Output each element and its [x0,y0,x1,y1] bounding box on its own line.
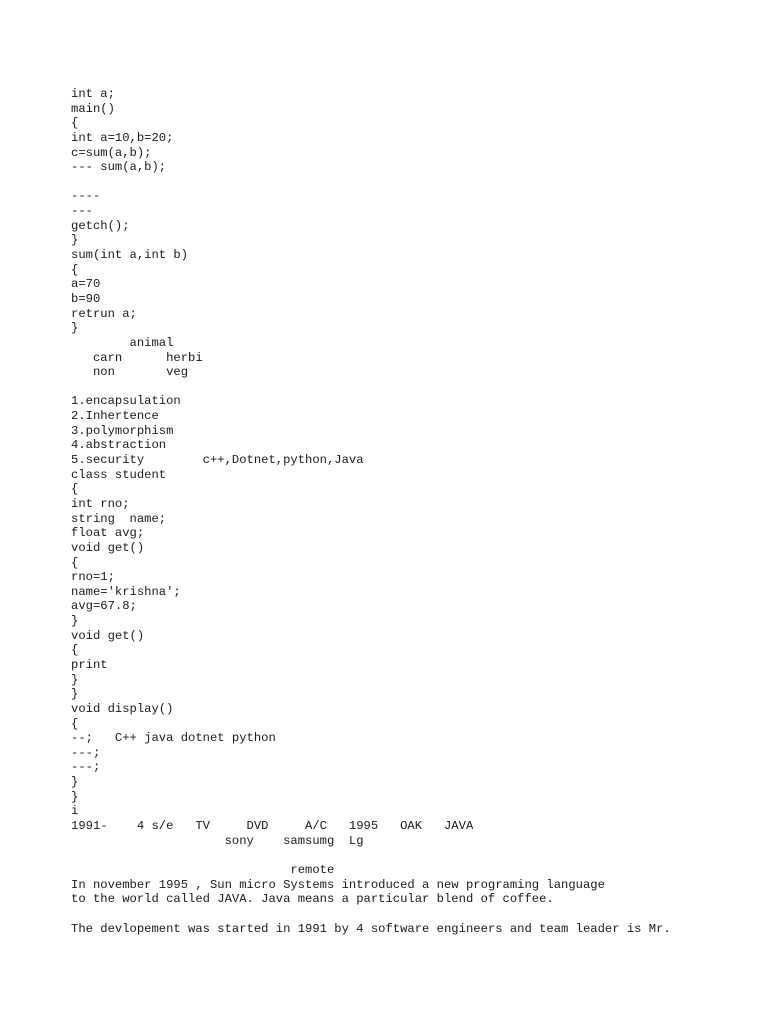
text-line: 3.polymorphism [71,423,174,438]
text-line: int a; [71,87,115,101]
text-line: void get() [71,540,145,555]
text-line: ---; [71,760,101,775]
text-line: a=70 [71,277,101,292]
text-line: getch(); [71,218,130,233]
document-page [71,87,761,936]
text-line: c=sum(a,b); [71,145,152,160]
text-line [71,175,761,190]
text-line: { [71,643,79,658]
text-line: 5.security c++,Dotnet,python,Java [71,453,364,468]
text-line: } [71,775,79,790]
text-line: 2.Inhertence [71,409,159,424]
text-line: float avg; [71,526,145,541]
text-line: retrun a; [71,306,137,321]
text-line: int a=10,b=20; [71,130,174,145]
text-line: } [71,672,79,687]
text-line: --- sum(a,b); [71,160,167,175]
text-line: } [71,687,79,702]
text-line [71,907,761,922]
text-line: main() [71,101,115,116]
text-line: --; C++ java dotnet python [71,731,276,746]
text-line [71,848,761,863]
text-line: remote [71,862,335,877]
text-line: { [71,262,79,277]
text-line: sum(int a,int b) [71,248,189,263]
text-line: } [71,233,79,248]
text-line: } [71,789,79,804]
text-line: --- [71,204,93,219]
text-line [71,380,761,395]
text-line: b=90 [71,291,101,306]
text-line: { [71,116,79,131]
text-line: } [71,321,79,336]
text-line: i [71,804,79,819]
text-line: non veg [71,365,189,380]
text-line: name='krishna'; [71,584,181,599]
text-line: 4.abstraction [71,438,167,453]
text-line: { [71,482,79,497]
text-line: avg=67.8; [71,599,137,614]
text-line: { [71,555,79,570]
text-line: ---; [71,745,101,760]
text-line: sony samsumg Lg [71,833,364,848]
text-line: 1.encapsulation [71,394,181,409]
text-line: 1991- 4 s/e TV DVD A/C 1995 OAK JAVA [71,819,474,834]
text-line: animal [71,335,174,350]
text-line: string name; [71,511,167,526]
text-line: void display() [71,701,174,716]
text-line: to the world called JAVA. Java means a particular blend of coffee. [71,892,554,907]
text-line: int rno; [71,496,130,511]
text-line: void get() [71,628,145,643]
text-line: The devlopement was started in 1991 by 4 software engineers and team leader is Mr. [71,921,671,936]
text-line: rno=1; [71,570,115,585]
text-line: class student [71,467,167,482]
text-line: print [71,657,108,672]
text-line: carn herbi [71,350,203,365]
text-line: ---- [71,189,101,204]
text-line: { [71,716,79,731]
text-line: } [71,614,79,629]
text-line: In november 1995 , Sun micro Systems introduced a new programing language [71,877,605,892]
